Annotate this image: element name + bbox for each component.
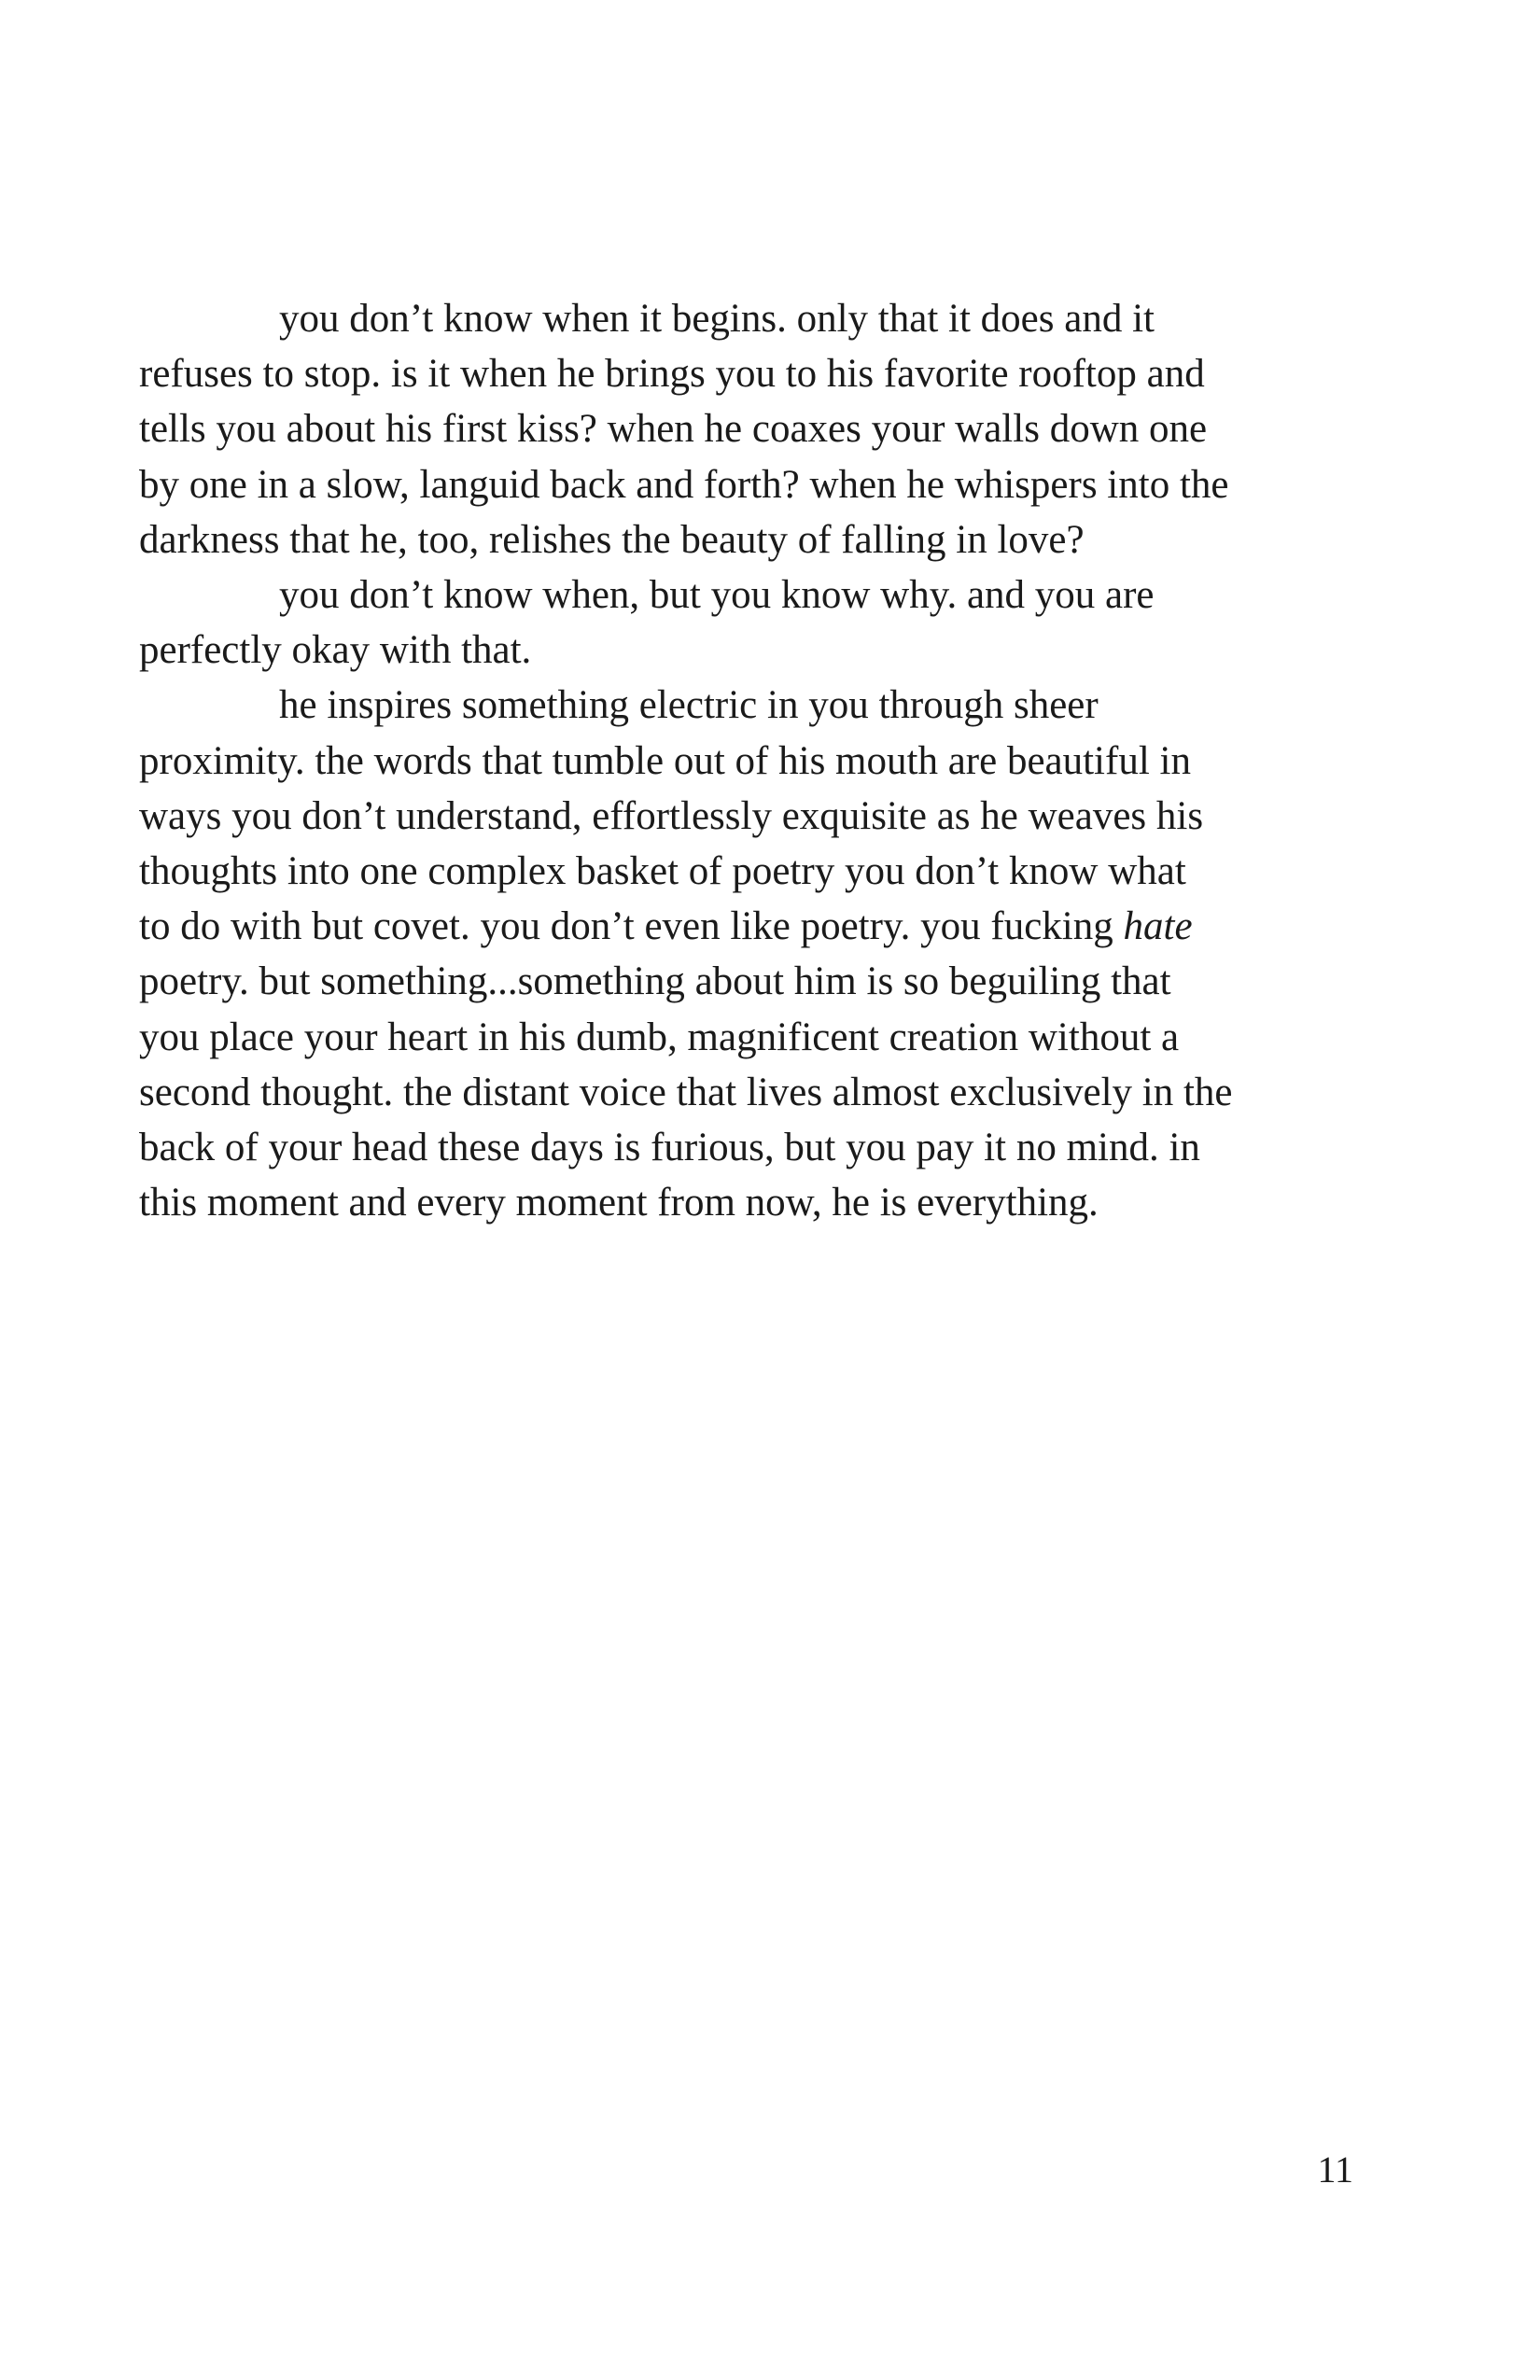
paragraph-1-line-3: tells you about his first kiss? when he coaxes your walls down one xyxy=(139,407,1208,452)
paragraph-3-line-4: thoughts into one complex basket of poetry you don’t know what xyxy=(139,849,1186,894)
paragraph-3-line-6: poetry. but something...something about him is so beguiling that xyxy=(139,959,1171,1004)
emphasized-word: hate xyxy=(1123,904,1193,949)
paragraph-3-line-5 xyxy=(139,899,1436,954)
paragraph-1-line-1: you don’t know when it begins. only that it does and it xyxy=(279,297,1155,341)
paragraph-3-line-7: you place your heart in his dumb, magnificent creation without a xyxy=(139,1015,1180,1059)
paragraph-3-line-1: he inspires something electric in you through sheer xyxy=(279,683,1099,728)
paragraph-1-line-2: refuses to stop. is it when he brings you to his favorite rooftop and xyxy=(139,352,1205,397)
body-text xyxy=(139,291,1436,1230)
paragraph-3-line-3: ways you don’t understand, effortlessly exquisite as he weaves his xyxy=(139,793,1204,838)
paragraph-3-line-2: proximity. the words that tumble out of his mouth are beautiful in xyxy=(139,738,1191,783)
line-text: to do with but covet. you don’t even like poetry. you fucking xyxy=(139,904,1124,949)
page-number: 11 xyxy=(1317,2149,1353,2191)
paragraph-2-line-2: perfectly okay with that. xyxy=(139,628,532,673)
paragraph-1-line-4: by one in a slow, languid back and forth? when he whispers into the xyxy=(139,462,1229,507)
paragraph-3-line-10: this moment and every moment from now, he is everything. xyxy=(139,1181,1099,1225)
paragraph-2-line-1: you don’t know when, but you know why. and you are xyxy=(279,573,1155,618)
paragraph-3-line-8: second thought. the distant voice that lives almost exclusively in the xyxy=(139,1070,1233,1114)
paragraph-1-line-5: darkness that he, too, relishes the beauty of falling in love? xyxy=(139,517,1085,562)
paragraph-3-line-9: back of your head these days is furious, but you pay it no mind. in xyxy=(139,1126,1200,1170)
